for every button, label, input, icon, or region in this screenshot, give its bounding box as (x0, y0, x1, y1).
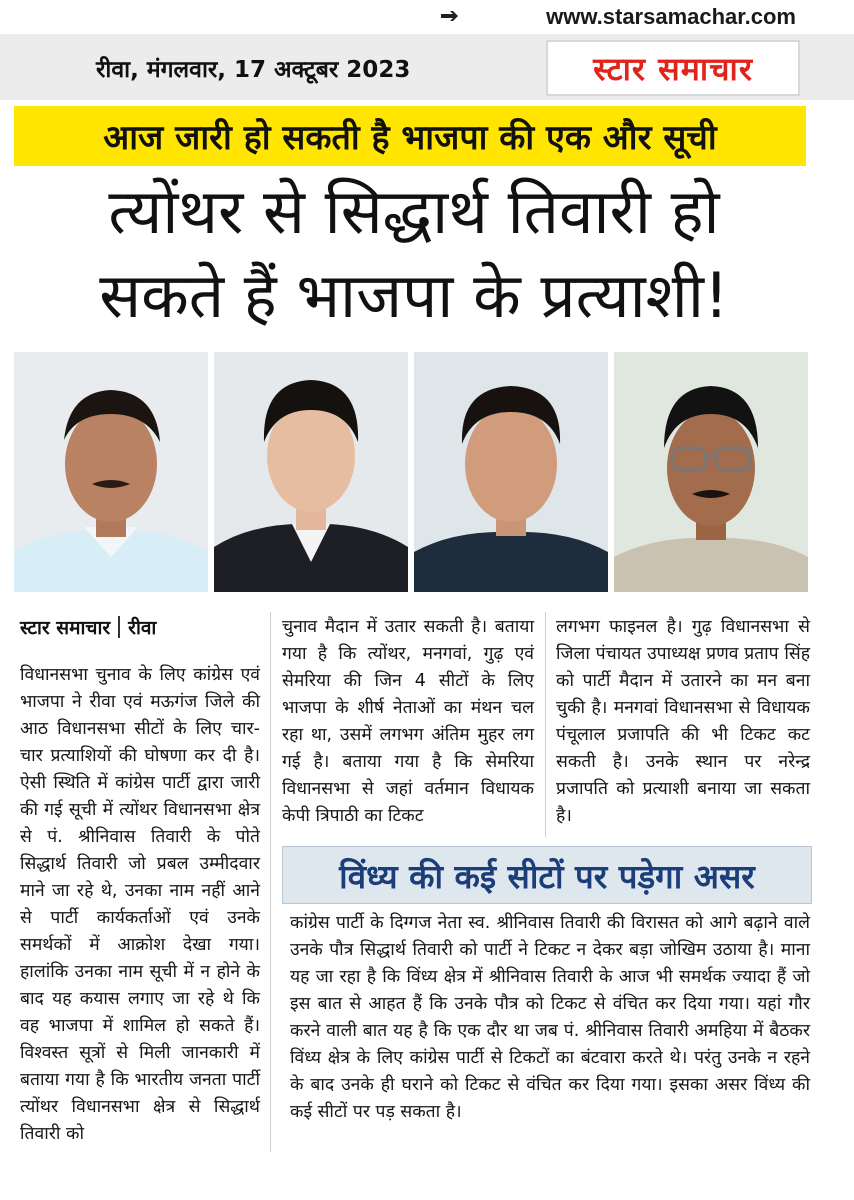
column-divider-1 (270, 612, 271, 1152)
portrait-4-image (614, 352, 808, 592)
candidate-photo-4 (614, 352, 808, 592)
byline-place: रीवा (128, 617, 157, 639)
candidate-photo-2 (214, 352, 408, 592)
side-box-text: कांग्रेस पार्टी के दिग्गज नेता स्व. श्रीनिवास तिवारी की विरासत को आगे बढ़ाने वाले उनके पौत्र सिद्धार्थ तिवारी को पार्टी ने टिकट न देकर बड़ा जोखिम उठाया है। माना यह जा रहा है कि विंध्य क्षेत्र में श्रीनिवास तिवारी के आज भी समर्थक ज्यादा हैं जो इस बात से आहत हैं कि उनके पौत्र को टिकट से वंचित कर दिया गया। यहां गौर करने वाली बात यह है कि एक दौर था जब पं. श्रीनिवास तिवारी अमहिया में बैठकर विंध्य क्षेत्र के लिए कांग्रेस पार्टी से टिकटों का बंटवारा करते थे। परंतु उनके न रहने के बाद उनके ही घराने को टिकट से वंचित कर दिया गया। इसका असर विंध्य की कई सीटों पर पड़ सकता है। (290, 913, 810, 1122)
article-column-1 (20, 662, 260, 1148)
column-divider-2 (545, 612, 546, 837)
byline-separator (118, 616, 120, 638)
portrait-1-image (14, 352, 208, 592)
masthead-logo: स्टार समाचार (546, 40, 800, 96)
column-3-text: लगभग फाइनल है। गुढ़ विधानसभा से जिला पंचायत उपाध्यक्ष प्रणव प्रताप सिंह को पार्टी मैदान में उतारने का मन बना चुकी है। मनगवां विधानसभा से विधायक पंचूलाल प्रजापति की भी टिकट कट सकती है। उनके स्थान पर नरेन्द्र प्रजापति को प्रत्याशी बनाया जा सकता है। (556, 617, 810, 826)
url-strip (0, 0, 854, 34)
candidate-photo-1 (14, 352, 208, 592)
dateline: रीवा, मंगलवार, 17 अक्टूबर 2023 (96, 57, 411, 83)
headline-line-2: सकते हैं भाजपा के प्रत्याशी! (99, 259, 729, 332)
byline (20, 614, 156, 640)
side-box (282, 846, 812, 1164)
portrait-3-image (414, 352, 608, 592)
portrait-2-image (214, 352, 408, 592)
article-column-2 (282, 614, 534, 830)
candidate-photos (12, 352, 812, 594)
article-column-3 (556, 614, 810, 830)
pointing-hand-icon (440, 8, 462, 24)
side-box-subhead: विंध्य की कई सीटों पर पड़ेगा असर (282, 846, 812, 904)
headline-line-1: त्योंथर से सिद्धार्थ तिवारी हो (108, 175, 720, 248)
main-headline (14, 170, 814, 338)
byline-source: स्टार समाचार (20, 617, 111, 639)
website-url[interactable]: www.starsamachar.com (546, 4, 796, 29)
column-2-text: चुनाव मैदान में उतार सकती है। बताया गया है कि त्योंथर, मनगवां, गुढ़ एवं सेमरिया की जिन 4 सीटों के लिए भाजपा के शीर्ष नेताओं का मंथन चल रहा था, उसमें लगभग अंतिम मुहर लग गई है। बताया गया है कि सेमरिया विधानसभा से जहां वर्तमान विधायक केपी त्रिपाठी का टिकट (282, 617, 534, 826)
kicker-headline: आज जारी हो सकती है भाजपा की एक और सूची (14, 106, 806, 166)
column-1-text: विधानसभा चुनाव के लिए कांग्रेस एवं भाजपा ने रीवा एवं मऊगंज जिले की आठ विधानसभा सीटों के लिए चार-चार प्रत्याशियों की घोषणा कर दी है। ऐसी स्थिति में कांग्रेस पार्टी द्वारा जारी की गई सूची में त्योंथर विधानसभा क्षेत्र से पं. श्रीनिवास तिवारी के पोते सिद्धार्थ तिवारी जो प्रबल उम्मीदवार माने जा रहे थे, उनका नाम नहीं आने से पार्टी कार्यकर्ताओं एवं उनके समर्थकों में आक्रोश देखा गया। हालांकि उनका नाम सूची में न होने के बाद यह कयास लगाए जा रहे थे कि वह भाजपा में शामिल हो सकते हैं। विश्वस्त सूत्रों से मिली जानकारी में बताया गया है कि भारतीय जनता पार्टी त्योंथर विधानसभा क्षेत्र से सिद्धार्थ तिवारी को (20, 665, 260, 1144)
candidate-photo-3 (414, 352, 608, 592)
